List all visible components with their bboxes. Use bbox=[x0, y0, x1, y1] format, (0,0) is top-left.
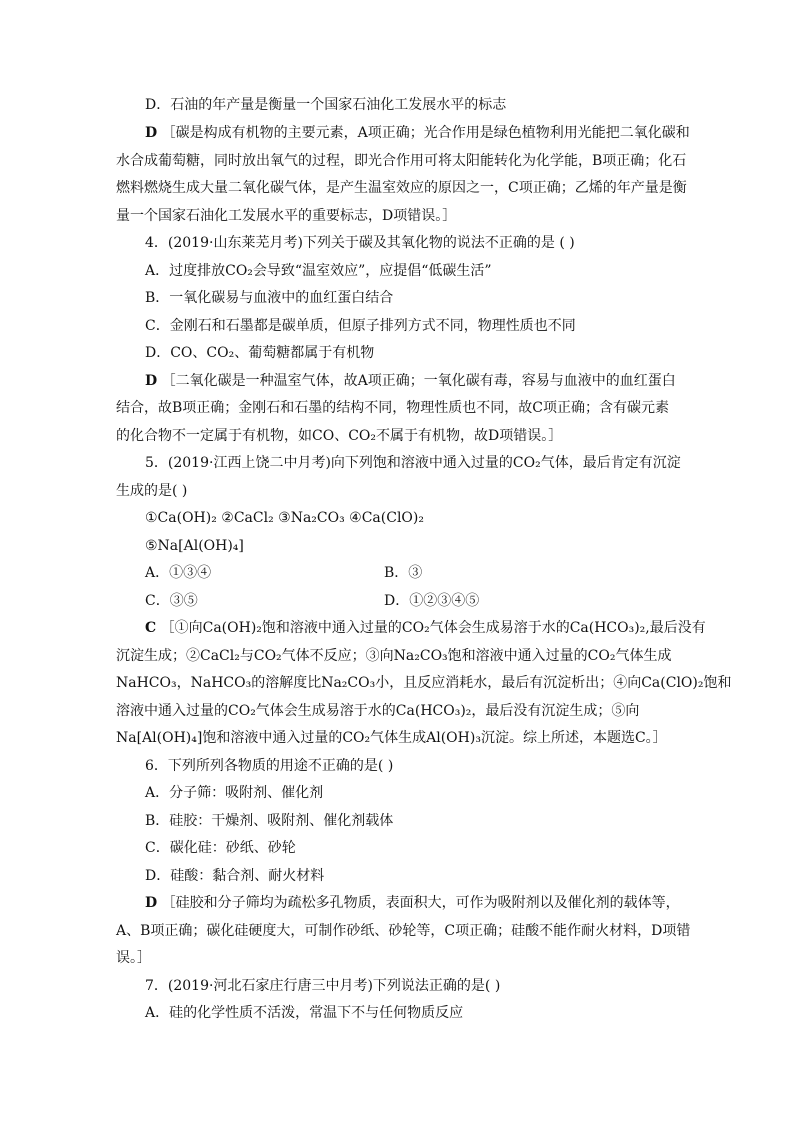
explanation-text: ［碳是构成有机物的主要元素，A项正确；光合作用是绿色植物利用光能把二氧化碳和 bbox=[161, 125, 690, 141]
answer-letter: C bbox=[145, 620, 157, 636]
text-line: 量一个国家石油化工发展水平的重要标志，D项错误。］ bbox=[116, 208, 457, 224]
answer-letter: D bbox=[145, 895, 158, 911]
option-line: D．CO、CO₂、葡萄糖都属于有机物 bbox=[145, 345, 375, 361]
explanation-text: ［二氧化碳是一种温室气体，故A项正确；一氧化碳有毒，容易与血液中的血红蛋白 bbox=[161, 373, 676, 389]
question-line: 5．(2019·江西上饶二中月考)向下列饱和溶液中通入过量的CO₂气体，最后肯定有沉淀 bbox=[145, 455, 681, 471]
text-line: 溶液中通入过量的CO₂气体会生成易溶于水的Ca(HCO₃)₂，最后没有沉淀生成；⑤向 bbox=[116, 703, 640, 719]
answer-letter: D bbox=[145, 373, 158, 389]
option-a: A．①③④ bbox=[145, 565, 212, 581]
option-line: A．过度排放CO₂会导致“温室效应”，应提倡“低碳生活” bbox=[145, 263, 492, 279]
question-line: 7．(2019·河北石家庄行唐三中月考)下列说法正确的是( ) bbox=[145, 978, 501, 994]
option-line: ⑤Na[Al(OH)₄] bbox=[145, 538, 244, 554]
option-line: D．硅酸：黏合剂、耐火材料 bbox=[145, 868, 325, 884]
question-line: 4．(2019·山东莱芜月考)下列关于碳及其氧化物的说法不正确的是 ( ) bbox=[145, 235, 575, 251]
answer-explanation-line bbox=[145, 893, 680, 913]
text-line: NaHCO₃，NaHCO₃的溶解度比Na₂CO₃小，且反应消耗水，最后有沉淀析出；④向Ca(ClO)₂饱和 bbox=[116, 675, 732, 691]
text-line: 燃料燃烧生成大量二氧化碳气体，是产生温室效应的原因之一，C项正确；乙烯的年产量是衡 bbox=[116, 180, 687, 196]
option-line: C．碳化硅：砂纸、砂轮 bbox=[145, 840, 296, 856]
text-line: 沉淀生成；②CaCl₂与CO₂气体不反应；③向Na₂CO₃饱和溶液中通入过量的CO₂气体生成 bbox=[116, 648, 672, 664]
question-line: 6．下列所列各物质的用途不正确的是( ) bbox=[145, 758, 394, 774]
text-line: A、B项正确；碳化硅硬度大，可制作砂纸、砂轮等，C项正确；硅酸不能作耐火材料，D项错 bbox=[116, 923, 691, 939]
option-line: ①Ca(OH)₂ ②CaCl₂ ③Na₂CO₃ ④Ca(ClO)₂ bbox=[145, 510, 424, 526]
option-line: D．石油的年产量是衡量一个国家石油化工发展水平的标志 bbox=[145, 97, 507, 113]
option-c: C．③⑤ bbox=[145, 593, 198, 609]
answer-explanation-line bbox=[145, 123, 690, 143]
explanation-text: ［①向Ca(OH)₂饱和溶液中通入过量的CO₂气体会生成易溶于水的Ca(HCO₃)₂,最后没有 bbox=[160, 620, 706, 636]
option-line: B．一氧化碳易与血液中的血红蛋白结合 bbox=[145, 290, 394, 306]
text-line: 生成的是( ) bbox=[116, 483, 188, 499]
answer-letter: D bbox=[145, 125, 158, 141]
answer-explanation-line bbox=[145, 618, 706, 638]
text-line: 水合成葡萄糖，同时放出氧气的过程，即光合作用可将太阳能转化为化学能，B项正确；化石 bbox=[116, 153, 687, 169]
option-line: B．硅胶：干燥剂、吸附剂、催化剂载体 bbox=[145, 813, 394, 829]
explanation-text: ［硅胶和分子筛均为疏松多孔物质，表面积大，可作为吸附剂以及催化剂的载体等， bbox=[161, 895, 680, 911]
answer-explanation-line bbox=[145, 371, 676, 391]
option-line: A．分子筛：吸附剂、催化剂 bbox=[145, 785, 324, 801]
option-line: A．硅的化学性质不活泼，常温下不与任何物质反应 bbox=[145, 1005, 464, 1021]
option-b: B．③ bbox=[384, 565, 423, 581]
option-d: D．①②③④⑤ bbox=[384, 593, 480, 609]
text-line: 误。］ bbox=[116, 950, 151, 966]
text-line: 结合，故B项正确；金刚石和石墨的结构不同，物理性质也不同，故C项正确；含有碳元素 bbox=[116, 400, 669, 416]
option-line: C．金刚石和石墨都是碳单质，但原子排列方式不同，物理性质也不同 bbox=[145, 318, 576, 334]
text-line: 的化合物不一定属于有机物，如CO、CO₂不属于有机物，故D项错误。］ bbox=[116, 428, 563, 444]
text-line: Na[Al(OH)₄]饱和溶液中通入过量的CO₂气体生成Al(OH)₃沉淀。综上所述，本题选C。］ bbox=[116, 730, 667, 746]
